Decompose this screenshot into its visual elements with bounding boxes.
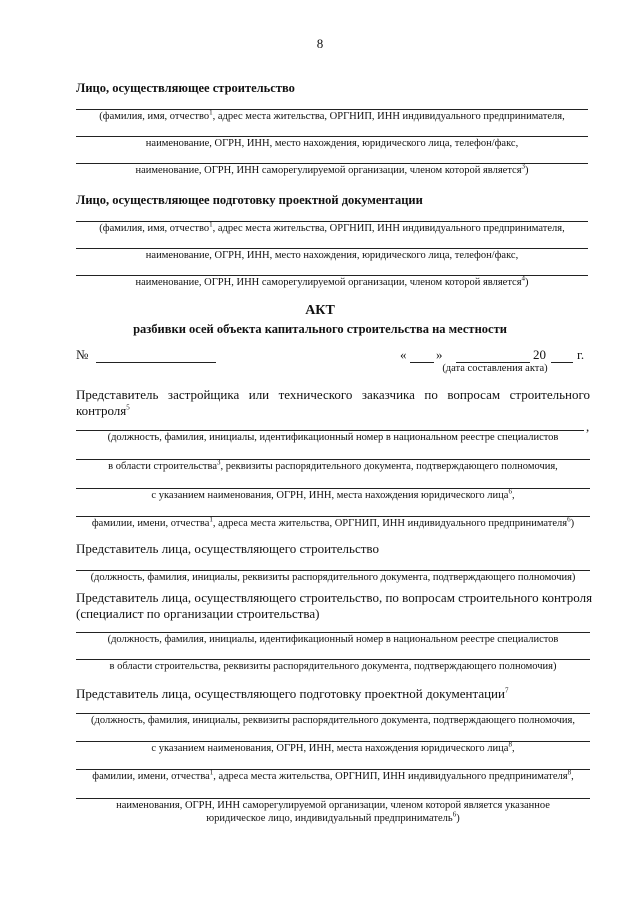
act-title: АКТ xyxy=(305,303,335,318)
builder-rep-fill-line-1[interactable] xyxy=(76,570,590,571)
designer-rep-fill-line-3[interactable] xyxy=(76,769,590,770)
designer-rep-fill-line-1[interactable] xyxy=(76,713,590,714)
builder-caption-1: (фамилия, имя, отчество$^1$, адрес места жительства, ОРГНИП, ИНН индивидуального предпринимателя, xyxy=(99,108,565,122)
page-number: 8 xyxy=(316,36,324,51)
builder-control-rep-label-line2: (специалист по организации строительства) xyxy=(76,606,320,621)
builder-control-rep-fill-line-1[interactable] xyxy=(76,632,590,633)
designer-fill-line-2[interactable] xyxy=(76,248,588,249)
builder-caption-3: наименование, ОГРН, ИНН саморегулируемой организации, членом которой является$^3$) xyxy=(135,162,529,176)
designer-rep-fill-line-4[interactable] xyxy=(76,798,590,799)
builder-fill-line-3[interactable] xyxy=(76,163,588,164)
act-subtitle: разбивки осей объекта капитального строительства на местности xyxy=(133,322,507,336)
developer-rep-caption-1: (должность, фамилия, инициалы, идентификационный номер в национальном реестре специалистов xyxy=(107,432,559,443)
developer-rep-fill-line-2[interactable] xyxy=(76,459,590,460)
developer-rep-label-line1: Представитель застройщика или технического заказчика по вопросам строительного xyxy=(76,387,590,402)
builder-control-rep-label-line1: Представитель лица, осуществляющего строительство, по вопросам строительного контроля xyxy=(76,590,593,605)
developer-rep-caption-4: фамилии, имени, отчества$^1$, адреса места жительства, ОРГНИП, ИНН индивидуального предпринимателя$^6$) xyxy=(91,515,575,529)
designer-fill-line-3[interactable] xyxy=(76,275,588,276)
designer-caption-3: наименование, ОГРН, ИНН саморегулируемой организации, членом которой является$^4$) xyxy=(135,274,529,288)
builder-rep-label: Представитель лица, осуществляющего строительство xyxy=(76,541,379,556)
designer-heading: Лицо, осуществляющее подготовку проектной документации xyxy=(76,193,423,207)
date-quote-open: « xyxy=(400,347,407,362)
builder-control-rep-fill-line-2[interactable] xyxy=(76,659,590,660)
builder-fill-line-1[interactable] xyxy=(76,109,588,110)
date-year-prefix: 20 xyxy=(533,347,546,362)
act-number-label: № xyxy=(76,347,89,362)
builder-fill-line-2[interactable] xyxy=(76,136,588,137)
act-number-field[interactable] xyxy=(96,362,216,363)
developer-rep-fill-line-1[interactable] xyxy=(76,430,584,431)
date-year-suffix: г. xyxy=(577,347,585,362)
developer-rep-comma: , xyxy=(586,419,590,434)
designer-rep-caption-2: с указанием наименования, ОГРН, ИНН, места нахождения юридического лица$^8$, xyxy=(151,740,515,754)
designer-caption-2: наименование, ОГРН, ИНН, место нахождения, юридического лица, телефон/факс, xyxy=(145,250,519,261)
designer-fill-line-1[interactable] xyxy=(76,221,588,222)
designer-caption-1: (фамилия, имя, отчество$^1$, адрес места жительства, ОРГНИП, ИНН индивидуального предпринимателя, xyxy=(99,220,565,234)
date-caption: (дата составления акта) xyxy=(442,363,548,374)
developer-rep-label-line2: контроля$^5$ xyxy=(76,403,130,418)
builder-rep-caption-1: (должность, фамилия, инициалы, реквизиты распорядительного документа, подтверждающего полномочия) xyxy=(90,572,576,583)
developer-rep-fill-line-3[interactable] xyxy=(76,488,590,489)
designer-rep-caption-5: юридическое лицо, индивидуальный предприниматель$^6$) xyxy=(206,810,460,824)
designer-rep-caption-1: (должность, фамилия, инициалы, реквизиты распорядительного документа, подтверждающего полномочия, xyxy=(91,715,575,726)
designer-rep-fill-line-2[interactable] xyxy=(76,741,590,742)
builder-heading: Лицо, осуществляющее строительство xyxy=(76,81,295,95)
builder-control-rep-caption-2: в области строительства, реквизиты распорядительного документа, подтверждающего полномочия) xyxy=(109,661,557,672)
developer-rep-caption-2: в области строительства$^3$, реквизиты распорядительного документа, подтверждающего полномочия, xyxy=(108,458,558,472)
designer-rep-caption-4: наименования, ОГРН, ИНН саморегулируемой организации, членом которой является указанное xyxy=(116,800,550,811)
builder-caption-2: наименование, ОГРН, ИНН, место нахождения, юридического лица, телефон/факс, xyxy=(145,138,519,149)
developer-rep-fill-line-4[interactable] xyxy=(76,516,590,517)
date-quote-close: » xyxy=(436,347,443,362)
developer-rep-caption-3: с указанием наименования, ОГРН, ИНН, места нахождения юридического лица$^6$, xyxy=(151,487,515,501)
designer-rep-caption-3: фамилии, имени, отчества$^1$, адреса места жительства, ОРГНИП, ИНН индивидуального предпринимателя$^8$, xyxy=(92,768,574,782)
builder-control-rep-caption-1: (должность, фамилия, инициалы, идентификационный номер в национальном реестре специалистов xyxy=(107,634,559,645)
designer-rep-label: Представитель лица, осуществляющего подготовку проектной документации$^7$ xyxy=(76,686,509,701)
